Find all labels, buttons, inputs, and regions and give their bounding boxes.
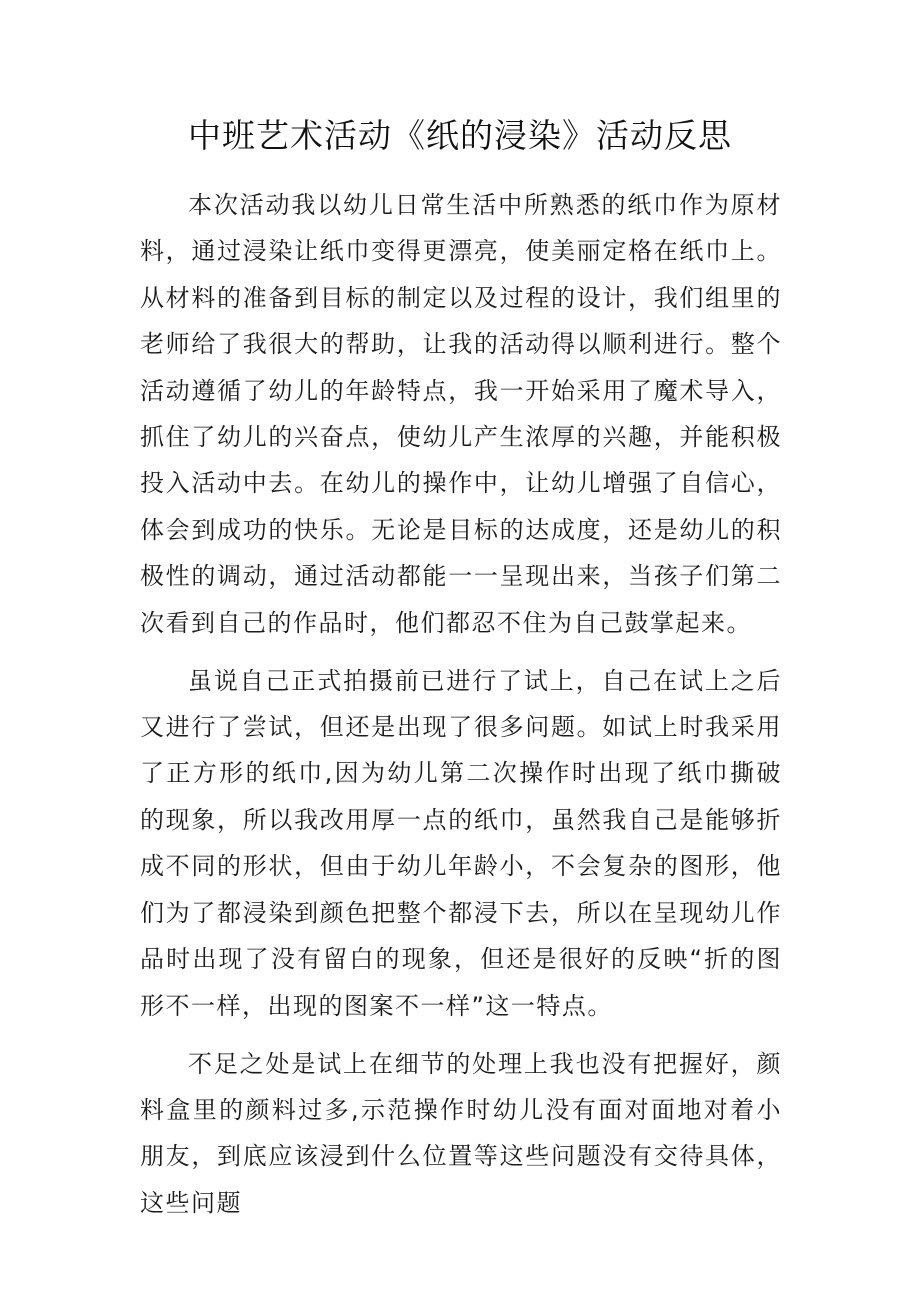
document-body xyxy=(140,182,782,1238)
document-title: 中班艺术活动《纸的浸染》活动反思 xyxy=(188,116,732,155)
paragraph-1: 本次活动我以幼儿日常生活中所熟悉的纸巾作为原材料，通过浸染让纸巾变得更漂亮，使美丽定格在纸巾上。从材料的准备到目标的制定以及过程的设计，我们组里的老师给了我很大的帮助，让我的活动得以顺利进行。整个活动遵循了幼儿的年龄特点，我一开始采用了魔术导入，抓住了幼儿的兴奋点，使幼儿产生浓厚的兴趣，并能积极投入活动中去。在幼儿的操作中，让幼儿增强了自信心，体会到成功的快乐。无论是目标的达成度，还是幼儿的积极性的调动，通过活动都能一一呈现出来，当孩子们第二次看到自己的作品时，他们都忍不住为自己鼓掌起来。 xyxy=(140,191,782,637)
paragraph-3: 不足之处是试上在细节的处理上我也没有把握好，颜料盒里的颜料过多,示范操作时幼儿没有面对面地对着小朋友，到底应该浸到什么位置等这些问题没有交待具体，这些问题 xyxy=(140,1049,782,1217)
paragraph-2: 虽说自己正式拍摄前已进行了试上，自己在试上之后又进行了尝试，但还是出现了很多问题。如试上时我采用了正方形的纸巾,因为幼儿第二次操作时出现了纸巾撕破的现象，所以我改用厚一点的纸巾，虽然我自己是能够折成不同的形状，但由于幼儿年龄小，不会复杂的图形，他们为了都浸染到颜色把整个都浸下去，所以在呈现幼儿作品时出现了没有留白的现象，但还是很好的反映“折的图形不一样，出现的图案不一样”这一特点。 xyxy=(140,666,782,1020)
